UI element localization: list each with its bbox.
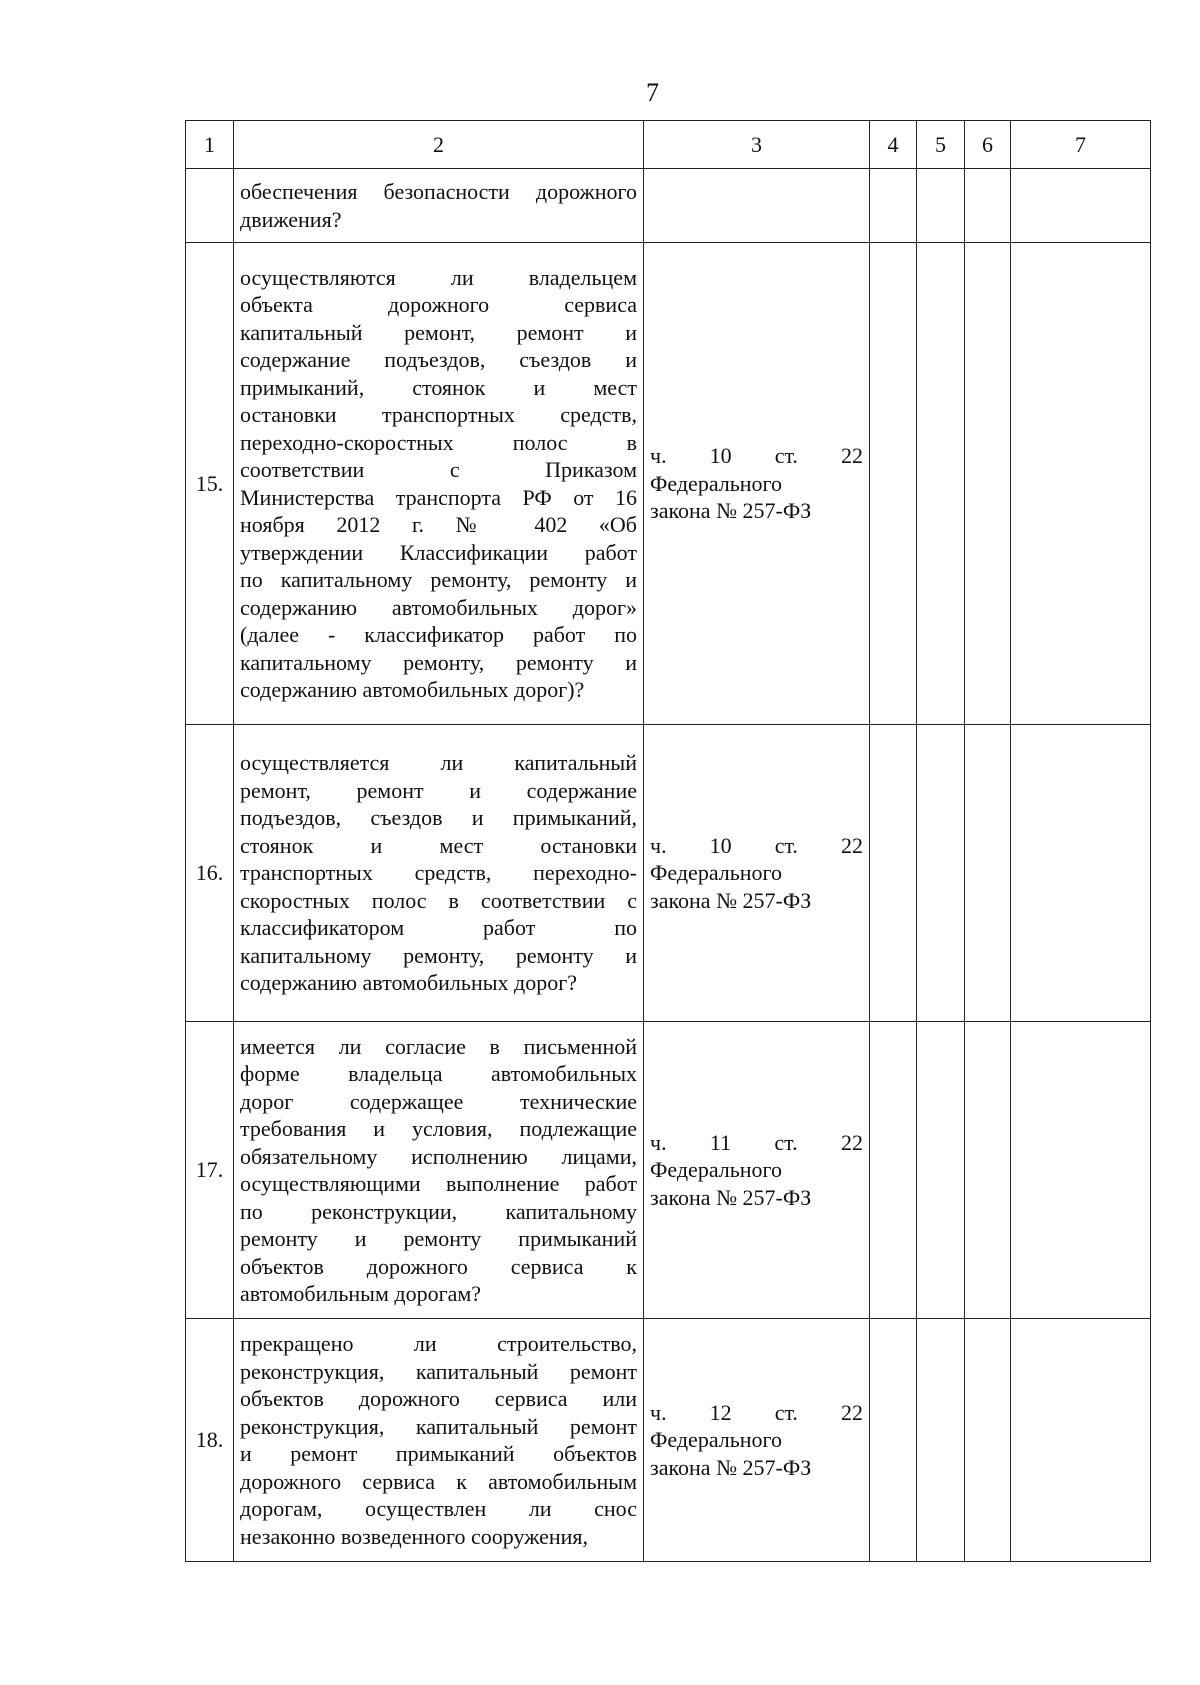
header-cell: 6 xyxy=(965,121,1011,169)
legal-reference xyxy=(644,1319,870,1562)
question-line: соответствии с Приказом xyxy=(240,457,637,482)
question-line: осуществляется ли капитальный xyxy=(240,750,637,776)
question-line: реконструкция, капитальный ремонт xyxy=(240,1358,637,1384)
question-line: осуществляются ли владельцем xyxy=(240,264,637,290)
legal-ref-art: ст. xyxy=(774,1399,798,1425)
legal-ref-part: ч. xyxy=(650,443,667,469)
legal-ref-line: Федерального xyxy=(650,860,783,886)
question-line: (далее - классификатор работ по xyxy=(240,622,637,647)
empty-cell xyxy=(870,243,917,725)
legal-ref-line: закона № 257-ФЗ xyxy=(650,1454,812,1480)
legal-ref-art-no: 22 xyxy=(841,443,863,469)
question-line: форме владельца автомобильных xyxy=(240,1061,637,1086)
question-line: движения? xyxy=(240,206,342,232)
empty-cell xyxy=(917,725,965,1022)
empty-cell xyxy=(965,243,1011,725)
empty-cell xyxy=(965,1022,1011,1319)
table-row xyxy=(186,1022,1151,1319)
legal-ref-line: Федерального xyxy=(650,1157,783,1183)
header-cell: 4 xyxy=(870,121,917,169)
question-line: по реконструкции, капитальному xyxy=(240,1198,637,1224)
header-row xyxy=(186,121,1151,169)
header-cell: 5 xyxy=(917,121,965,169)
legal-ref-part-no: 10 xyxy=(709,832,732,858)
legal-ref-line: закона № 257-ФЗ xyxy=(650,1184,812,1210)
empty-cell xyxy=(870,725,917,1022)
question-line: прекращено ли строительство, xyxy=(240,1331,637,1356)
question-line: содержанию автомобильных дорог)? xyxy=(240,677,585,702)
question-line: содержанию автомобильных дорог» xyxy=(240,594,637,620)
question-line: обеспечения безопасности дорожного xyxy=(240,179,637,204)
question-line: обязательному исполнению лицами, xyxy=(240,1143,637,1169)
question-line: содержанию автомобильных дорог? xyxy=(240,970,577,996)
legal-ref-part-no: 12 xyxy=(709,1399,732,1425)
empty-cell xyxy=(917,243,965,725)
row-number: 16. xyxy=(186,725,234,1022)
header-cell: 2 xyxy=(234,121,644,169)
empty-cell xyxy=(917,1022,965,1319)
empty-cell xyxy=(917,1319,965,1562)
question-line: по капитальному ремонту, ремонту и xyxy=(240,567,637,592)
question-line: ремонту и ремонту примыканий xyxy=(240,1226,637,1251)
legal-ref-part: ч. xyxy=(650,1129,667,1155)
empty-cell xyxy=(870,1319,917,1562)
legal-ref-art-no: 22 xyxy=(841,832,863,858)
question-line: остановки транспортных средств, xyxy=(240,402,637,427)
question-line: классификатором работ по xyxy=(240,915,637,941)
question-line: капитальный ремонт, ремонт и xyxy=(240,319,637,345)
empty-cell xyxy=(965,169,1011,243)
question-line: объектов дорожного сервиса к xyxy=(240,1253,637,1279)
table-row xyxy=(186,725,1151,1022)
question-line: дорогам, осуществлен ли снос xyxy=(240,1496,637,1521)
question-line: осуществляющими выполнение работ xyxy=(240,1171,637,1196)
question-line: автомобильным дорогам? xyxy=(240,1281,482,1306)
legal-ref-art: ст. xyxy=(774,443,798,469)
question-text xyxy=(234,243,644,725)
legal-reference xyxy=(644,725,870,1022)
question-line: скоростных полос в соответствии с xyxy=(240,887,637,913)
legal-ref-line: Федерального xyxy=(650,1427,783,1453)
empty-cell xyxy=(1011,725,1151,1022)
question-line: капитальному ремонту, ремонту и xyxy=(240,649,637,675)
question-line: имеется ли согласие в письменной xyxy=(240,1033,637,1059)
question-line: ремонт, ремонт и содержание xyxy=(240,777,637,803)
table-row xyxy=(186,243,1151,725)
header-cell: 7 xyxy=(1011,121,1151,169)
legal-ref-art-no: 22 xyxy=(840,1129,863,1155)
legal-ref-line: Федерального xyxy=(650,470,783,496)
empty-cell xyxy=(1011,169,1151,243)
header-cell: 3 xyxy=(644,121,870,169)
question-line: стоянок и мест остановки xyxy=(240,832,637,858)
question-line: и ремонт примыканий объектов xyxy=(240,1441,637,1466)
empty-cell xyxy=(965,725,1011,1022)
question-line: переходно-скоростных полос в xyxy=(240,429,637,455)
checklist-table xyxy=(185,120,1151,1562)
empty-cell xyxy=(870,1022,917,1319)
legal-ref-part: ч. xyxy=(650,832,667,858)
question-line: ноября 2012 г. № 402 «Об xyxy=(240,512,637,537)
question-line: незаконно возведенного сооружения, xyxy=(240,1523,589,1549)
row-number: 15. xyxy=(186,243,234,725)
empty-cell xyxy=(1011,243,1151,725)
question-text xyxy=(234,725,644,1022)
legal-ref-part: ч. xyxy=(650,1399,667,1425)
legal-ref-part-no: 10 xyxy=(709,443,732,469)
table-row xyxy=(186,169,1151,243)
question-line: объекта дорожного сервиса xyxy=(240,292,637,317)
legal-ref-line: закона № 257-ФЗ xyxy=(650,498,812,524)
legal-reference xyxy=(644,169,870,243)
empty-cell xyxy=(965,1319,1011,1562)
legal-reference xyxy=(644,243,870,725)
question-line: дорожного сервиса к автомобильным xyxy=(240,1468,637,1494)
question-line: дорог содержащее технические xyxy=(240,1088,637,1114)
header-cell: 1 xyxy=(186,121,234,169)
row-number: 17. xyxy=(186,1022,234,1319)
page-number: 7 xyxy=(646,78,659,107)
question-line: транспортных средств, переходно- xyxy=(240,860,637,886)
question-line: подъездов, съездов и примыканий, xyxy=(240,805,637,831)
row-number xyxy=(186,169,234,243)
question-line: объектов дорожного сервиса или xyxy=(240,1386,637,1411)
question-line: содержание подъездов, съездов и xyxy=(240,347,637,372)
question-line: капитальному ремонту, ремонту и xyxy=(240,942,637,968)
question-line: утверждении Классификации работ xyxy=(240,539,637,565)
legal-ref-art: ст. xyxy=(774,832,798,858)
empty-cell xyxy=(917,169,965,243)
row-number: 18. xyxy=(186,1319,234,1562)
question-line: примыканий, стоянок и мест xyxy=(240,374,637,400)
empty-cell xyxy=(1011,1319,1151,1562)
question-text xyxy=(234,169,644,243)
question-line: требования и условия, подлежащие xyxy=(240,1116,637,1141)
table-row xyxy=(186,1319,1151,1562)
empty-cell xyxy=(870,169,917,243)
question-line: реконструкция, капитальный ремонт xyxy=(240,1413,637,1439)
legal-ref-art: ст. xyxy=(774,1129,798,1155)
legal-reference xyxy=(644,1022,870,1319)
legal-ref-line: закона № 257-ФЗ xyxy=(650,887,812,913)
empty-cell xyxy=(1011,1022,1151,1319)
question-text xyxy=(234,1319,644,1562)
legal-ref-art-no: 22 xyxy=(841,1399,863,1425)
question-text xyxy=(234,1022,644,1319)
legal-ref-part-no: 11 xyxy=(709,1129,732,1155)
question-line: Министерства транспорта РФ от 16 xyxy=(240,484,637,510)
